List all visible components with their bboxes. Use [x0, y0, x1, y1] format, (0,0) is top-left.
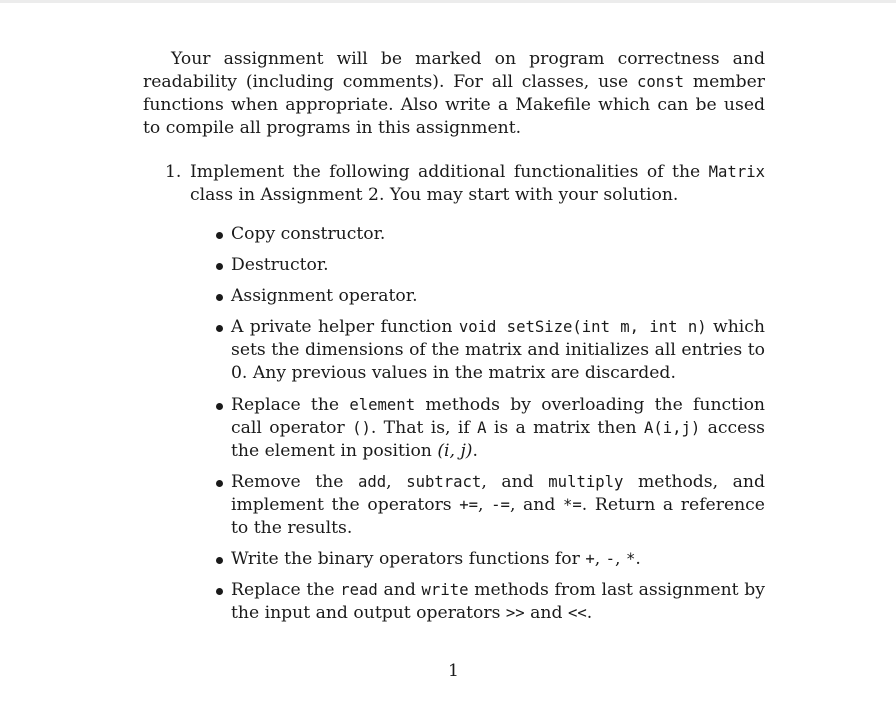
bullet-dot-icon	[216, 294, 223, 301]
top-rule	[0, 0, 896, 3]
bullet-dot-icon	[216, 588, 223, 595]
bullet-setsize: A private helper function void setSize(int m, int n) which sets the dimensions of the matrix and initializes all entries to 0. Any previous values in the matrix are discarded.	[231, 316, 765, 385]
bullet-dot-icon	[216, 232, 223, 239]
bullet-dot-icon	[216, 480, 223, 487]
bullet-dot-icon	[216, 263, 223, 270]
intro-paragraph: Your assignment will be marked on program correctness and readability (including comments). For all classes, use const member functions when appropriate. Also write a Makefile which can be used to compile all programs in this assignment.	[143, 49, 765, 138]
bullet-copy-constructor: Copy constructor.	[231, 223, 765, 246]
bullet-dot-icon	[216, 325, 223, 332]
bullet-function-call-operator: Replace the element methods by overloading the function call operator (). That is, if A is a matrix then A(i,j) access the element in position (i, j).	[231, 394, 765, 463]
item-number: 1.	[165, 162, 182, 182]
bullet-dot-icon	[216, 557, 223, 564]
bullet-dot-icon	[216, 403, 223, 410]
bullet-binary-operators: Write the binary operators functions for +, -, *.	[231, 548, 765, 571]
bullet-assignment-operator: Assignment operator.	[231, 285, 765, 308]
bullet-destructor: Destructor.	[231, 254, 765, 277]
item1-text: Implement the following additional functionalities of the Matrix class in Assignment 2. You may start with your solution.	[190, 162, 765, 205]
page-number: 1	[448, 661, 459, 681]
bullet-compound-operators: Remove the add, subtract, and multiply methods, and implement the operators +=, -=, and *=. Return a reference to the results.	[231, 471, 765, 540]
bullet-stream-operators: Replace the read and write methods from last assignment by the input and output operators >> and <<.	[231, 579, 765, 625]
